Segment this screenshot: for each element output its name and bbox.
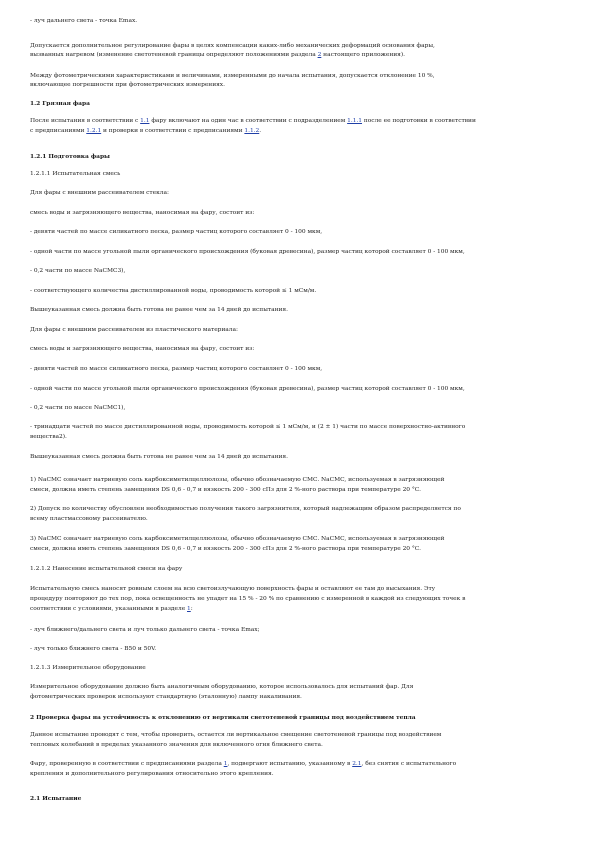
list-item: - луч ближнего/дальнего света и луч только дальнего света - точка Emax; [30, 627, 260, 633]
list-item: - соответствующего количества дистиллированной воды, проводимость которой ≤ 1 мСм/м. [30, 288, 317, 294]
footnote-line: смеси, должна иметь степень замещения DS 0,6 - 0,7 и вязкость 200 - 300 сПз для 2 %-ного раствора при температуре 20 °C. [30, 487, 421, 493]
paragraph-line: Вышеуказанная смесь должна быть готова не ранее чем за 14 дней до испытания. [30, 454, 288, 460]
text-run: Фару, проверенную в соответствии с предписаниями раздела [30, 761, 224, 767]
paragraph-line: смесь воды и загрязняющего вещества, наносимая на фару, состоит из: [30, 346, 255, 352]
list-item: - девяти частей по массе силикатного песка, размер частиц которого составляет 0 - 100 мкм, [30, 229, 323, 235]
list-item: - одной части по массе угольной пыли органического происхождения (буковая древесина), размер частиц которой составляет 0 - 100 мкм, [30, 386, 465, 392]
list-item: - 0,2 части по массе NaCMC3), [30, 268, 126, 274]
paragraph-line: процедуру повторяют до тех пор, пока освещенность не упадет на 15 % - 20 % по сравнению с измеренной в каждой из следующих точек в [30, 596, 466, 602]
section-2-link[interactable]: 2 [317, 52, 322, 58]
list-item: - тринадцати частей по массе дистиллированной воды, проводимость которой ≤ 1 мСм/м, и (2 ± 1) части по массе поверхностно-активного [30, 424, 466, 430]
subsection-heading: 1.2.1.3 Измерительное оборудование [30, 665, 146, 671]
section-heading: 1.2.1 Подготовка фары [30, 153, 110, 160]
paragraph-line [30, 606, 193, 613]
section-1-1-link[interactable]: 1.1 [140, 118, 150, 124]
subsection-heading: 1.2.1.1 Испытательная смесь [30, 171, 121, 177]
paragraph-line [30, 128, 261, 135]
text-run: и проверки в соответствии с предписаниями [101, 128, 245, 134]
footnote-line: всему пластмассовому рассеивателю. [30, 516, 148, 522]
section-heading: 2 Проверка фары на устойчивость к отклонению от вертикали светотеневой границы под воздействием тепла [30, 714, 416, 721]
paragraph-line: Для фары с внешним рассеивателем стекла: [30, 190, 169, 196]
list-item: - девяти частей по массе силикатного песка, размер частиц которого составляет 0 - 100 мкм, [30, 366, 323, 372]
paragraph-line [30, 118, 476, 125]
section-1-link[interactable]: 1 [223, 761, 228, 767]
footnote-line: 1) NaCMC означает натриевую соль карбоксиметилцеллюлозы, обычно обозначаемую CMC. NaCMC, используемая в загрязняющей [30, 477, 445, 483]
list-item: вещества2). [30, 434, 67, 440]
section-1-1-2-link[interactable]: 1.1.2 [244, 128, 260, 134]
text-run: , без снятия с испытательного [361, 761, 457, 767]
paragraph-line: Данное испытание проводят с тем, чтобы проверить, остается ли вертикальное смещение светотеневой границы под воздействием [30, 732, 442, 738]
text-run: : [190, 606, 193, 612]
list-item: - одной части по массе угольной пыли органического происхождения (буковая древесина), размер частиц которой составляет 0 - 100 мкм, [30, 249, 465, 255]
paragraph-line: Между фотометрическими характеристиками и величинами, измеренными до начала испытания, допускается отклонение 10 %, [30, 73, 435, 79]
footnote-line: 3) NaCMC означает натриевую соль карбоксиметилцеллюлозы, обычно обозначаемую CMC. NaCMC, используемая в загрязняющей [30, 536, 445, 542]
section-1-link[interactable]: 1 [187, 606, 191, 612]
text-run: фару включают на один час в соответствии с подразделением [149, 118, 348, 124]
text-run: соответствии с условиями, указанными в разделе [30, 606, 188, 612]
section-2-1-link[interactable]: 2.1 [352, 761, 362, 767]
paragraph-line: Вышеуказанная смесь должна быть готова не ранее чем за 14 дней до испытания. [30, 307, 288, 313]
text-run: после ее подготовки в соответствии [362, 118, 476, 124]
text-run: настоящего приложения). [321, 52, 405, 58]
list-item: - 0,2 части по массе NaCMC1), [30, 405, 126, 411]
list-item: - луч только ближнего света - B50 и 50V. [30, 646, 157, 652]
section-heading: 1.2 Грязная фара [30, 100, 90, 107]
paragraph-line [30, 761, 456, 768]
paragraph-line: - луч дальнего света - точка Emax. [30, 18, 138, 24]
paragraph-line: Испытательную смесь наносят ровным слоем на всю светоизлучающую поверхность фары и оставляют ее там до высыхания. Эту [30, 586, 436, 592]
text-run: вызванных нагревом (изменение светотеневой границы определяют положениями раздела [30, 52, 318, 58]
text-run: , подвергают испытанию, указанному в [227, 761, 353, 767]
paragraph-line: фотометрических проверок используют стандартную (эталонную) лампу накаливания. [30, 694, 302, 700]
paragraph-line: Измерительное оборудование должно быть аналогичным оборудованию, которое использовалось для испытаний фар. Для [30, 684, 414, 690]
paragraph-line: Для фары с внешним рассеивателем из пластического материала: [30, 327, 238, 333]
paragraph-line: смесь воды и загрязняющего вещества, наносимая на фару, состоит из: [30, 210, 255, 216]
section-heading: 2.1 Испытание [30, 795, 82, 802]
subsection-heading: 1.2.1.2 Нанесение испытательной смеси на фару [30, 566, 183, 572]
footnote-line: смеси, должна иметь степень замещения DS 0,6 - 0,7 и вязкость 200 - 300 сПз для 2 %-ного раствора при температуре 20 °C. [30, 546, 421, 552]
text-run: с предписаниями [30, 128, 87, 134]
paragraph-line [30, 52, 405, 59]
footnote-line: 2) Допуск по количеству обусловлен необходимостью получения такого загрязнителя, который надлежащим образом распределяется по [30, 506, 461, 512]
paragraph-line: Допускается дополнительное регулирование фары в целях компенсации каких-либо механических деформаций основания фары, [30, 43, 435, 49]
text-run: . [259, 128, 262, 134]
section-1-1-1-link[interactable]: 1.1.1 [347, 118, 363, 124]
paragraph-line: включающее погрешности при фотометрических измерениях. [30, 82, 225, 88]
paragraph-line: крепления и дополнительного регулирования относительно этого крепления. [30, 771, 274, 777]
section-1-2-1-link[interactable]: 1.2.1 [86, 128, 102, 134]
paragraph-line: тепловых колебаний в пределах указанного значения для включенного огня ближнего света. [30, 742, 323, 748]
text-run: После испытания в соответствии с [30, 118, 141, 124]
